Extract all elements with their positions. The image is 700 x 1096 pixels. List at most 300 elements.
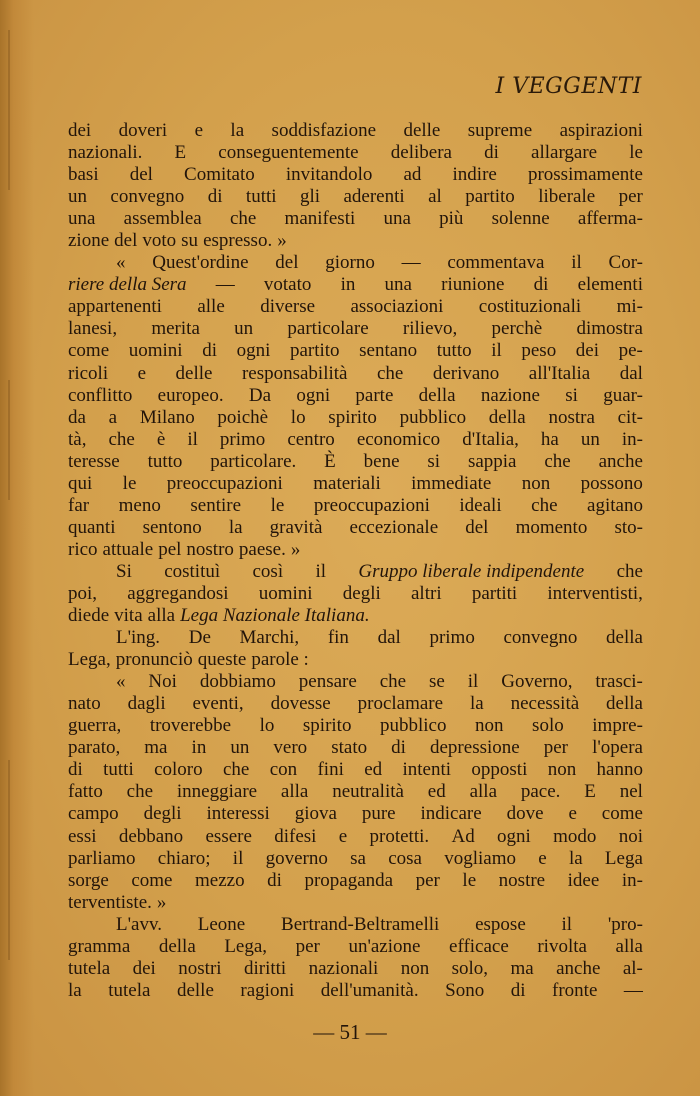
word: tutela <box>68 957 111 979</box>
word: nostro <box>186 538 234 560</box>
word: il <box>315 560 327 582</box>
word: una <box>384 274 412 296</box>
word: alle <box>197 296 225 318</box>
word: il <box>232 847 244 869</box>
text-line <box>68 627 643 649</box>
text-line <box>68 495 643 517</box>
word: queste <box>197 649 247 671</box>
word: dove <box>506 803 544 825</box>
word: sorge <box>68 869 109 891</box>
word: ed <box>364 759 383 781</box>
word: doveri <box>118 120 168 141</box>
word: 'pro- <box>607 913 643 935</box>
word: diede <box>68 605 110 627</box>
text-line <box>68 870 643 892</box>
word: la <box>228 516 243 538</box>
word: un <box>68 186 87 208</box>
word: eventi, <box>192 693 244 715</box>
word: non <box>547 759 577 781</box>
word: nostra <box>548 406 595 428</box>
word: la <box>469 693 484 715</box>
word: Gruppo liberale indipendente <box>358 560 585 582</box>
word: mi- <box>616 296 643 318</box>
word: il <box>561 913 573 935</box>
word: al <box>428 186 442 208</box>
word: perchè <box>491 318 543 340</box>
word: noi <box>618 825 643 847</box>
word: della <box>158 935 196 957</box>
word: dobbiamo <box>199 671 276 693</box>
word: poi, <box>68 582 98 604</box>
word: giova <box>294 803 337 825</box>
word: giorno <box>325 252 375 274</box>
word: altri <box>411 582 442 604</box>
word: ogni <box>296 384 331 406</box>
word: nel <box>619 781 643 803</box>
word: commentava <box>447 252 545 274</box>
word: gravità <box>269 516 323 538</box>
word: cosa <box>388 847 422 869</box>
word: efficace <box>449 935 509 957</box>
word: L'ing. <box>116 627 161 649</box>
word: nostre <box>498 869 546 891</box>
word: voto <box>142 230 177 252</box>
word: in <box>191 737 207 759</box>
word: meno <box>118 494 161 516</box>
word: delle <box>176 979 214 1001</box>
word: trasci- <box>595 671 643 693</box>
word: L'avv. <box>116 913 162 935</box>
word: come <box>68 340 110 362</box>
word: un <box>230 737 250 759</box>
word: diritti <box>243 957 287 979</box>
word: parole : <box>251 649 309 671</box>
spine-mark <box>8 380 10 500</box>
word: espresso. <box>203 230 273 252</box>
word: alla <box>469 781 498 803</box>
word: dimostra <box>576 318 643 340</box>
word: opposti <box>471 759 528 781</box>
word: Quest'ordine <box>152 252 249 274</box>
word: responsabilità <box>241 362 348 384</box>
word: spirito <box>328 406 377 428</box>
text-line <box>68 164 643 186</box>
word: pace. <box>520 781 561 803</box>
word: neutralità <box>332 781 404 803</box>
word: far <box>68 494 90 516</box>
word: aspirazioni <box>559 120 643 141</box>
word: rico <box>68 538 98 560</box>
word: lo <box>290 406 306 428</box>
text-line <box>68 892 643 914</box>
word: un <box>580 428 600 450</box>
word: la <box>230 120 245 141</box>
word: immediate <box>411 472 492 494</box>
word: vita <box>114 605 143 627</box>
word: partito <box>289 340 340 362</box>
word: per <box>415 869 440 891</box>
word: sentire <box>190 494 242 516</box>
word: da <box>68 406 86 428</box>
word: le <box>122 472 137 494</box>
word: De <box>188 627 211 649</box>
word: le <box>629 142 643 164</box>
word: su <box>181 230 199 252</box>
word: dei <box>132 957 156 979</box>
word: — <box>401 252 421 274</box>
word: Ad <box>451 825 475 847</box>
word: uomini <box>128 340 183 362</box>
word: hanno <box>596 759 643 781</box>
word: degli <box>143 803 182 825</box>
text-line <box>68 649 643 671</box>
word: soddisfazione <box>271 120 377 141</box>
word: gli <box>299 186 321 208</box>
word: sto- <box>614 516 643 538</box>
word: depressione <box>430 737 520 759</box>
word: della <box>606 627 643 649</box>
word: proclamare <box>357 693 444 715</box>
word: dal <box>619 362 643 384</box>
word: » <box>290 538 301 560</box>
word: — <box>623 979 643 1001</box>
word: primo <box>219 428 266 450</box>
word: tutela <box>108 979 151 1001</box>
word: guar- <box>603 384 643 406</box>
text-line <box>68 737 643 759</box>
word: attuale <box>102 538 154 560</box>
word: convegno <box>110 186 185 208</box>
word: particolare <box>287 318 369 340</box>
word: Si <box>116 560 132 582</box>
word: pronunciò <box>115 649 193 671</box>
word: Bertrand-Beltramelli <box>281 913 440 935</box>
word: lo <box>259 715 275 737</box>
word: a <box>108 406 118 428</box>
text-line <box>68 914 643 936</box>
word: europeo. <box>157 384 224 406</box>
word: centro <box>287 428 335 450</box>
word: cit- <box>617 406 643 428</box>
word: agitano <box>587 494 643 516</box>
word: e <box>538 847 547 869</box>
text-line <box>68 848 643 870</box>
word: e <box>338 825 348 847</box>
word: Lega Nazionale Italiana. <box>180 605 370 627</box>
word: Milano <box>139 406 195 428</box>
word: di <box>484 142 499 164</box>
word: non <box>475 715 504 737</box>
word: ma <box>510 957 534 979</box>
word: aderenti <box>343 186 405 208</box>
word: costituzionali <box>478 296 582 318</box>
word: in- <box>621 428 643 450</box>
word: d'Italia, <box>462 428 519 450</box>
word: e <box>194 120 204 141</box>
word: nostri <box>178 957 222 979</box>
word: zione <box>68 230 110 252</box>
word: l'opera <box>592 737 643 759</box>
word: Lega, <box>68 649 111 671</box>
word: indire <box>452 164 497 186</box>
word: supreme <box>467 120 533 141</box>
word: una <box>383 208 411 230</box>
word: che <box>616 560 643 582</box>
text-line <box>68 517 643 539</box>
word: tutti <box>103 759 134 781</box>
word: sa <box>350 847 366 869</box>
text-line <box>68 186 643 208</box>
word: chiaro; <box>157 847 211 869</box>
text-line <box>68 936 643 958</box>
word: partito <box>465 186 515 208</box>
body-text <box>68 120 643 1002</box>
text-line <box>68 671 643 693</box>
word: debbano <box>118 825 184 847</box>
word: Lega <box>604 847 643 869</box>
word: Comitato <box>184 164 255 186</box>
word: anche <box>598 450 643 472</box>
word: delle <box>175 362 213 384</box>
word: di <box>533 274 549 296</box>
word: interessi <box>206 803 270 825</box>
word: vogliamo <box>444 847 516 869</box>
word: campo <box>68 803 119 825</box>
word: peso <box>521 340 557 362</box>
word: « <box>116 671 126 693</box>
word: di <box>207 186 223 208</box>
word: e <box>137 362 147 384</box>
word: non <box>400 957 430 979</box>
word: per <box>543 737 569 759</box>
text-line <box>68 451 643 473</box>
word: di <box>267 869 282 891</box>
text-line <box>68 318 643 340</box>
spine-mark <box>8 760 10 960</box>
word: Leone <box>197 913 246 935</box>
word: pubblico <box>399 406 467 428</box>
word: se <box>429 671 445 693</box>
word: la <box>568 847 583 869</box>
spine-shadow <box>0 0 34 1096</box>
word: manifesti <box>284 208 356 230</box>
word: inneggiare <box>176 781 258 803</box>
word: fatto <box>68 781 103 803</box>
word: nazionali <box>308 957 379 979</box>
word: che <box>376 362 404 384</box>
word: convegno <box>503 627 578 649</box>
word: lanesi, <box>68 318 118 340</box>
word: è <box>156 428 166 450</box>
word: solo <box>532 715 564 737</box>
word: poichè <box>217 406 269 428</box>
word: essi <box>68 825 97 847</box>
word: modo <box>553 825 597 847</box>
word: riere della Sera <box>68 274 187 296</box>
word: partiti <box>471 582 518 604</box>
text-line <box>68 693 643 715</box>
running-header: I VEGGENTI <box>495 74 642 99</box>
text-line <box>68 230 643 252</box>
word: pure <box>361 803 396 825</box>
text-line <box>68 252 643 274</box>
word: che <box>222 759 250 781</box>
word: per <box>295 935 320 957</box>
word: pe- <box>618 340 643 362</box>
word: possono <box>580 472 643 494</box>
word: ogni <box>236 340 271 362</box>
word: assemblea <box>123 208 202 230</box>
word: Sono <box>445 979 485 1001</box>
word: tutti <box>245 186 277 208</box>
word: di <box>391 737 406 759</box>
word: delibera <box>390 142 452 164</box>
word: costituì <box>164 560 221 582</box>
word: dei <box>575 340 600 362</box>
word: mezzo <box>195 869 245 891</box>
word: come <box>131 869 173 891</box>
word: le <box>270 494 285 516</box>
text-line <box>68 605 643 627</box>
word: rilievo, <box>402 318 458 340</box>
word: quanti <box>68 516 116 538</box>
word: un'azione <box>348 935 421 957</box>
word: della <box>418 384 456 406</box>
word: dovesse <box>270 693 331 715</box>
spine-mark <box>8 30 10 190</box>
word: gramma <box>68 935 131 957</box>
word: ha <box>540 428 559 450</box>
word: merita <box>151 318 200 340</box>
word: del <box>129 164 153 186</box>
word: dagli <box>127 693 166 715</box>
word: al- <box>622 957 643 979</box>
word: momento <box>515 516 588 538</box>
word: il <box>467 671 479 693</box>
word: coloro <box>154 759 203 781</box>
word: sentono <box>142 516 202 538</box>
text-line <box>68 274 643 296</box>
word: essere <box>205 825 252 847</box>
word: anche <box>556 957 601 979</box>
word: qui <box>68 472 93 494</box>
word: prossimamente <box>527 164 643 186</box>
text-line <box>68 385 643 407</box>
word: si <box>427 450 441 472</box>
word: necessità <box>510 693 580 715</box>
word: appartenenti <box>68 296 162 318</box>
text-line <box>68 826 643 848</box>
word: teresse <box>68 450 120 472</box>
word: della <box>606 693 643 715</box>
word: conseguentemente <box>218 142 359 164</box>
word: — <box>215 274 235 296</box>
word: Cor- <box>608 252 643 274</box>
word: un <box>234 318 254 340</box>
word: » <box>156 891 167 913</box>
word: associazioni <box>350 296 444 318</box>
word: alla <box>615 935 643 957</box>
text-line <box>68 296 643 318</box>
word: parliamo <box>68 847 136 869</box>
text-line <box>68 539 643 561</box>
word: afferma- <box>577 208 643 230</box>
text-line <box>68 980 643 1002</box>
word: dei <box>68 120 92 141</box>
word: più <box>439 208 464 230</box>
word: ogni <box>497 825 531 847</box>
word: come <box>601 803 643 825</box>
word: È <box>324 450 336 472</box>
word: votato <box>263 274 312 296</box>
word: con <box>269 759 298 781</box>
word: bene <box>363 450 400 472</box>
word: basi <box>68 164 99 186</box>
page-number: — 51 — <box>313 1020 387 1044</box>
word: « <box>116 252 126 274</box>
word: diverse <box>260 296 316 318</box>
word: all'Italia <box>528 362 591 384</box>
word: la <box>68 979 82 1001</box>
word: per <box>618 186 643 208</box>
word: riunione <box>441 274 505 296</box>
word: che <box>108 428 135 450</box>
word: troverebbe <box>149 715 232 737</box>
word: dell'umanità. <box>320 979 419 1001</box>
word: Da <box>248 384 272 406</box>
word: in- <box>621 869 643 891</box>
word: conflitto <box>68 384 133 406</box>
word: della <box>488 406 526 428</box>
word: liberale <box>538 186 596 208</box>
word: derivano <box>432 362 500 384</box>
word: ed <box>427 781 446 803</box>
word: nazione <box>480 384 540 406</box>
word: nazionali. <box>68 142 143 164</box>
word: di <box>68 759 83 781</box>
word: delle <box>403 120 441 141</box>
word: Marchi, <box>239 627 300 649</box>
word: del <box>465 516 489 538</box>
word: ragioni <box>240 979 295 1001</box>
text-line <box>68 473 643 495</box>
text-line <box>68 715 643 737</box>
word: » <box>277 230 287 252</box>
word: particolare. <box>210 450 297 472</box>
word: vero <box>273 737 308 759</box>
word: aggregandosi <box>127 582 229 604</box>
word: Governo, <box>501 671 573 693</box>
word: preoccupazioni <box>313 494 430 516</box>
word: solenne <box>491 208 550 230</box>
text-line <box>68 120 643 142</box>
word: pel <box>158 538 182 560</box>
word: governo <box>265 847 328 869</box>
word: che <box>531 494 558 516</box>
word: rivolta <box>537 935 587 957</box>
word: impre- <box>592 715 643 737</box>
text-line <box>68 340 643 362</box>
word: tutto <box>436 340 472 362</box>
text-line <box>68 208 643 230</box>
word: il <box>187 428 198 450</box>
word: si <box>565 384 578 406</box>
word: che <box>544 450 571 472</box>
word: che <box>229 208 257 230</box>
word: difesi <box>274 825 317 847</box>
word: espose <box>475 913 526 935</box>
word: del <box>114 230 138 252</box>
